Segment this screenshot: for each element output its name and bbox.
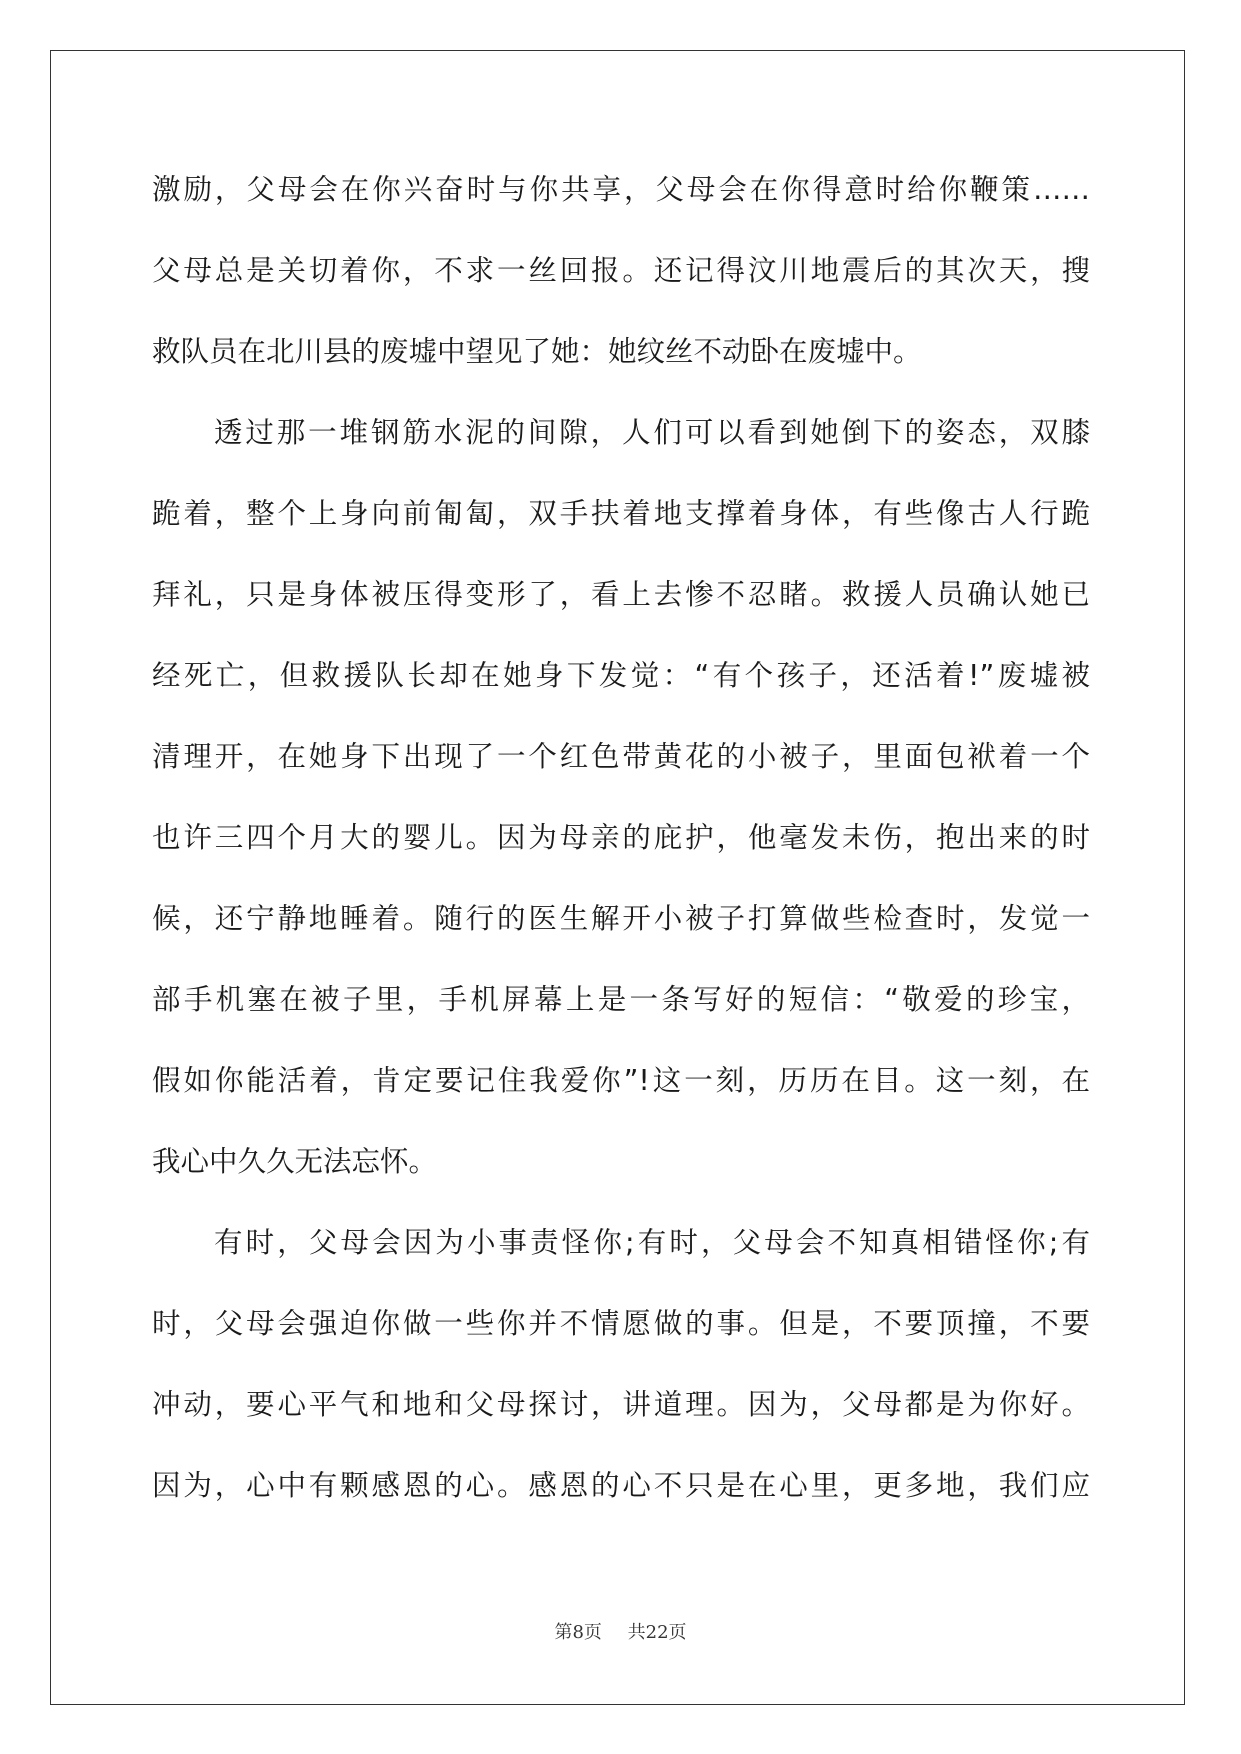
text-line: 候，还宁静地睡着。随行的医生解开小被子打算做些检查时，发觉一 xyxy=(152,902,1090,935)
page-border xyxy=(50,50,1185,1705)
text-line: 跪着，整个上身向前匍匐，双手扶着地支撑着身体，有些像古人行跪 xyxy=(152,497,1090,530)
page-total: 共22页 xyxy=(627,1622,687,1643)
text-line: 时，父母会强迫你做一些你并不情愿做的事。但是，不要顶撞，不要 xyxy=(152,1307,1090,1340)
paragraph-start-line: 有时，父母会因为小事责怪你;有时，父母会不知真相错怪你;有 xyxy=(214,1226,1090,1259)
text-line: 假如你能活着，肯定要记住我爱你”!这一刻，历历在目。这一刻，在 xyxy=(152,1064,1090,1097)
text-line: 经死亡，但救援队长却在她身下发觉：“有个孩子，还活着!”废墟被 xyxy=(152,659,1090,692)
text-line: 也许三四个月大的婴儿。因为母亲的庇护，他毫发未伤，抱出来的时 xyxy=(152,821,1090,854)
text-line: 拜礼，只是身体被压得变形了，看上去惨不忍睹。救援人员确认她已 xyxy=(152,578,1090,611)
text-line: 清理开，在她身下出现了一个红色带黄花的小被子，里面包袱着一个 xyxy=(152,740,1090,773)
text-line: 因为，心中有颗感恩的心。感恩的心不只是在心里，更多地，我们应 xyxy=(152,1469,1090,1502)
text-line: 激励，父母会在你兴奋时与你共享，父母会在你得意时给你鞭策…… xyxy=(152,173,1090,206)
text-line: 冲动，要心平气和地和父母探讨，讲道理。因为，父母都是为你好。 xyxy=(152,1388,1090,1421)
text-line: 救队员在北川县的废墟中望见了她：她纹丝不动卧在废墟中。 xyxy=(152,335,922,368)
paragraph-start-line: 透过那一堆钢筋水泥的间隙，人们可以看到她倒下的姿态，双膝 xyxy=(214,416,1090,449)
text-line: 我心中久久无法忘怀。 xyxy=(152,1145,438,1178)
text-line: 父母总是关切着你，不求一丝回报。还记得汶川地震后的其次天，搜 xyxy=(152,254,1090,287)
text-line: 部手机塞在被子里，手机屏幕上是一条写好的短信：“敬爱的珍宝， xyxy=(152,983,1090,1016)
page-footer xyxy=(0,1618,1241,1644)
page-number: 第8页 xyxy=(554,1622,602,1643)
